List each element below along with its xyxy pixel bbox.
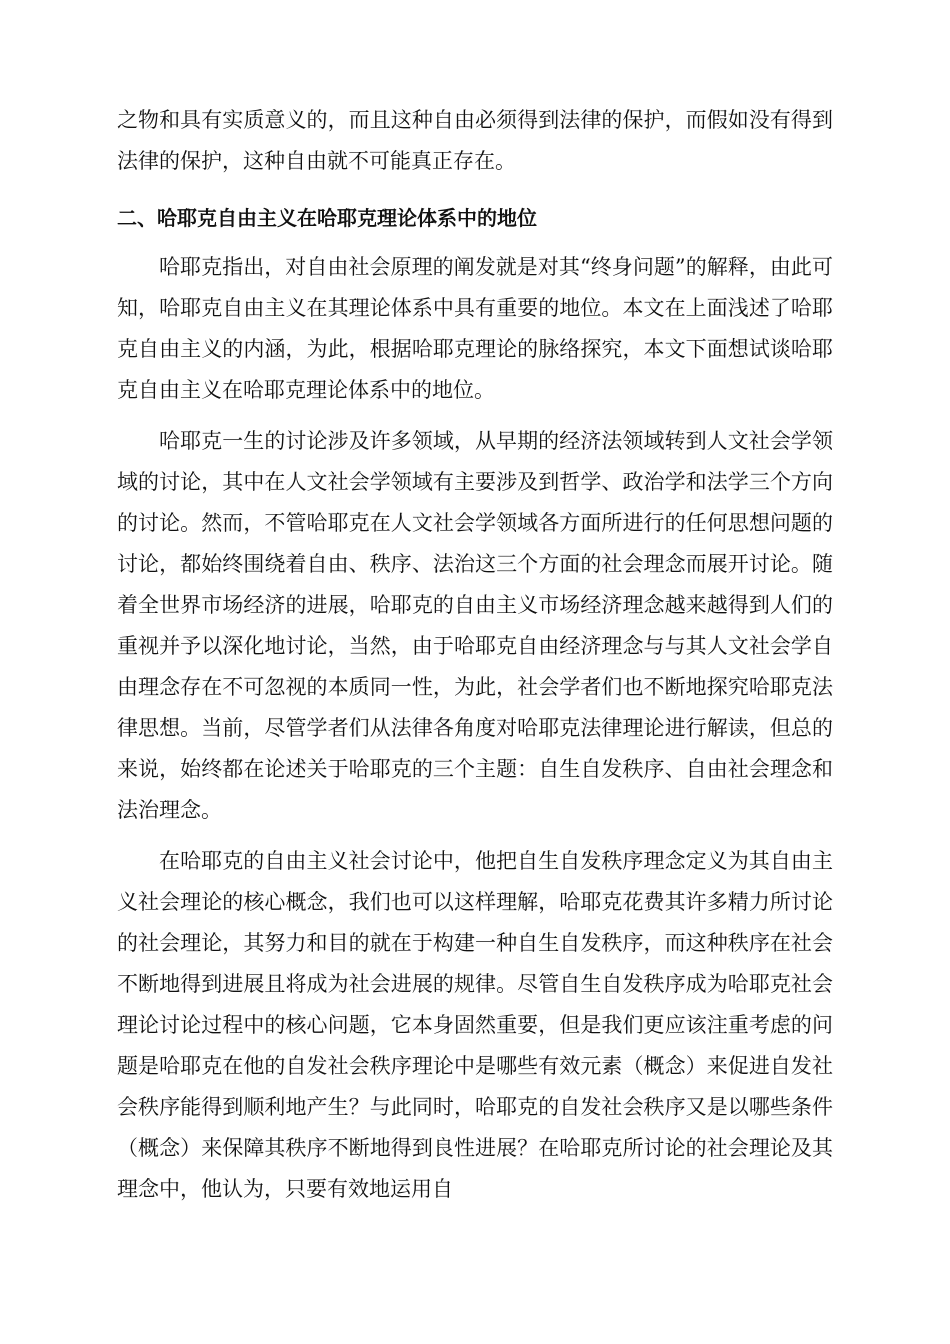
continuation-paragraph: 之物和具有实质意义的，而且这种自由必须得到法律的保护，而假如没有得到法律的保护，这种自由就不可能真正存在。 [117,108,833,173]
document-page [117,100,833,1220]
body-paragraph-3: 在哈耶克的自由主义社会讨论中，他把自生自发秩序理念定义为其自由主义社会理论的核心概念，我们也可以这样理解，哈耶克花费其许多精力所讨论的社会理论，其努力和目的就在于构建一种自生自发秩序，而这种秩序在社会不断地得到进展且将成为社会进展的规律。尽管自生自发秩序成为哈耶克社会理论讨论过程中的核心问题，它本身固然重要，但是我们更应该注重考虑的问题是哈耶克在他的自发社会秩序理论中是哪些有效元素（概念）来促进自发社会秩序能得到顺利地产生？与此同时，哈耶克的自发社会秩序又是以哪些条件（概念）来保障其秩序不断地得到良性进展？在哈耶克所讨论的社会理论及其理念中，他认为，只要有效地运用自 [117,849,833,1201]
body-paragraph-2: 哈耶克一生的讨论涉及许多领域，从早期的经济法领域转到人文社会学领域的讨论，其中在人文社会学领域有主要涉及到哲学、政治学和法学三个方向的讨论。然而，不管哈耶克在人文社会学领域各方面所进行的任何思想问题的讨论，都始终围绕着自由、秩序、法治这三个方面的社会理念而展开讨论。随着全世界市场经济的进展，哈耶克的自由主义市场经济理念越来越得到人们的重视并予以深化地讨论，当然，由于哈耶克自由经济理念与与其人文社会学自由理念存在不可忽视的本质同一性，为此，社会学者们也不断地探究哈耶克法律思想。当前，尽管学者们从法律各角度对哈耶克法律理论进行解读，但总的来说，始终都在论述关于哈耶克的三个主题：自生自发秩序、自由社会理念和法治理念。 [117,429,833,822]
section-heading: 二、哈耶克自由主义在哈耶克理论体系中的地位 [117,206,537,230]
body-paragraph-1: 哈耶克指出，对自由社会原理的阐发就是对其“终身问题”的解释，由此可知，哈耶克自由主义在其理论体系中具有重要的地位。本文在上面浅述了哈耶克自由主义的内涵，为此，根据哈耶克理论的脉络探究，本文下面想试谈哈耶克自由主义在哈耶克理论体系中的地位。 [117,255,833,402]
